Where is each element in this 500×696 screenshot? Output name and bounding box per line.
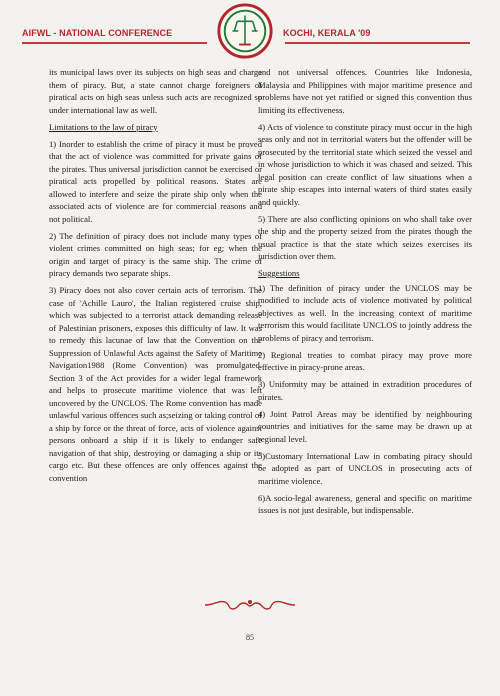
section-heading-limitations: Limitations to the law of piracy bbox=[49, 121, 158, 132]
paragraph: 4) Acts of violence to constitute piracy must occur in the high seas only and not in territorial waters but the offender will be prosecuted by the territorial state which seized the vessel and in whose jurisdiction to which it was chased and seized. This legal position can create conflict of law situations when a pirate ship escapes into internal waters of third states easily and quickly. bbox=[258, 121, 472, 207]
header-left-title: AIFWL - NATIONAL CONFERENCE bbox=[22, 28, 173, 38]
paragraph: 1) The definition of piracy under the UNCLOS may be modified to include acts of violence motivated by political objectives as well. In the increasing context of maritime terrorism this would facilitate UNCLOS to jointly address the problems of piracy and terrorism. bbox=[258, 282, 472, 343]
paragraph: and not universal offences. Countries like Indonesia, Malaysia and Philippines with major maritime presence and problems have not yet ratified or signed this convention thus limiting its effectiveness. bbox=[258, 67, 472, 115]
paragraph: 2) Regional treaties to combat piracy may prove more effective in piracy-prone areas. bbox=[258, 349, 472, 372]
paragraph: 3) Piracy does not also cover certain acts of terrorism. The case of 'Achille Lauro', the Italian registered cruise ship, which was subjected to a terrorist attack demanding release of Palestinian prisoners, exposes this difficulty of law. It was to remedy this lacunae of law that the Convention on the Suppression of Unlawful Acts against the Safety of Maritime Navigation1988 (Rome Convention) was promulgated. Section 3 of the Act provides for a wider legal framework and helps to prosecute maritime violence that was left uncovered by the UNCLOS. The Rome convention has made unlawful various offences such as;seizing or taking control of a ship by force or the threat of force, acts of violence against persons onboard a ship if it is likely to endanger safe navigation of that ship, destroying or damaging a ship or its cargo etc. But these offences are only offences against the convention bbox=[49, 285, 262, 483]
conference-emblem-logo bbox=[216, 2, 274, 60]
header-right-title: KOCHI, KERALA '09 bbox=[283, 28, 371, 38]
paragraph: 2) The definition of piracy does not include many types of violent crimes committed on high seas; for eg; when the origin and target of piracy is the same ship. The crime of piracy demands two separate ships. bbox=[49, 230, 262, 278]
scroll-ornament-icon bbox=[200, 596, 300, 614]
section-heading-suggestions: Suggestions bbox=[258, 268, 300, 278]
paragraph: 5) There are also conflicting opinions on who shall take over the ship and the property seized from the pirates though the usual practice is that the state which seizes exercises its jurisdiction over them. bbox=[258, 213, 472, 261]
paragraph: 6)A socio-legal awareness, general and specific on maritime issues is not just desirable, but indispensable. bbox=[258, 492, 472, 515]
page-number: 85 bbox=[246, 633, 254, 642]
right-column bbox=[258, 66, 472, 521]
paragraph: its municipal laws over its subjects on high seas and charge them of piracy. But, a state cannot charge foreigners of piratical acts on high seas unless such acts are recognized so under international law as well. bbox=[49, 67, 262, 115]
header-right-rule bbox=[285, 42, 470, 44]
paragraph: 5)Customary International Law in combating piracy should be adopted as part of UNCLOS in prosecuting acts of maritime violence. bbox=[258, 450, 472, 486]
paragraph: 3) Uniformity may be attained in extradition procedures of pirates. bbox=[258, 379, 472, 402]
left-column bbox=[49, 66, 262, 489]
page-header bbox=[0, 0, 500, 62]
paragraph: 1) Inorder to establish the crime of piracy it must be proved that the act of violence was committed for private gains of the pirates. Thus universal jurisdiction cannot be exercised or piratical acts propelled by political reasons. States are allowed to interfere and seize the pirate ship only when the associated acts of violence are for commercial reasons and not political. bbox=[49, 138, 262, 224]
paragraph: 4) Joint Patrol Areas may be identified by neighbouring countries and initiatives for the same may be drawn up at regional level. bbox=[258, 408, 472, 444]
header-left-rule bbox=[22, 42, 207, 44]
